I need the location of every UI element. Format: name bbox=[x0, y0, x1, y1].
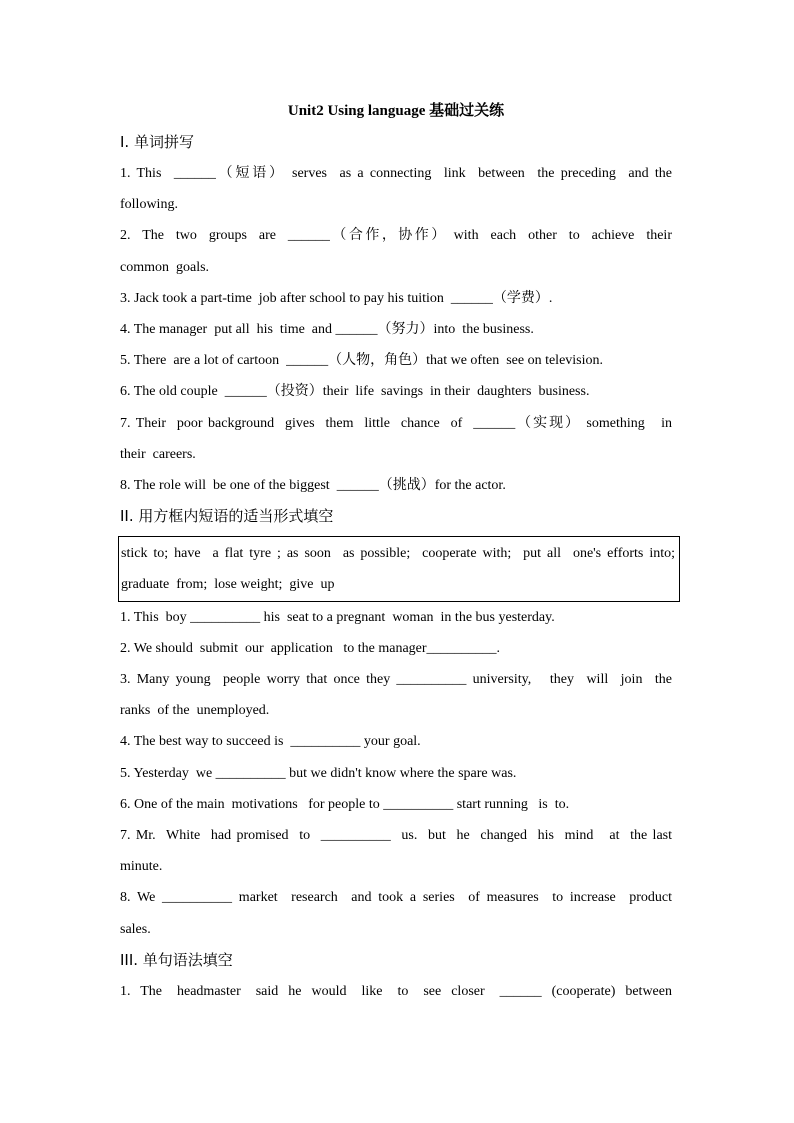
s1-q2-line1: 2. The two groups are ______（合作，协作） with each other to achieve their bbox=[120, 228, 672, 244]
page-title: Unit2 Using language 基础过关练 bbox=[287, 103, 505, 119]
s2-q7-line2: minute. bbox=[120, 859, 163, 875]
s1-q7-line1: 7. Their poor background gives them little chance of ______（实现） something in bbox=[120, 415, 672, 431]
s1-q2-line2: common goals. bbox=[120, 259, 210, 275]
s2-q5: 5. Yesterday we __________ but we didn't know where the spare was. bbox=[120, 765, 517, 781]
s2-q7-line1: 7. Mr. White had promised to __________ us. but he changed his mind at the last bbox=[120, 828, 672, 844]
s1-q7-line2: their careers. bbox=[120, 446, 196, 462]
s2-q6: 6. One of the main motivations for people to __________ start running is to. bbox=[120, 796, 570, 812]
s2-q3-line1: 3. Many young people worry that once they __________ university, they will join the bbox=[120, 672, 672, 688]
s2-q2: 2. We should submit our application to the manager__________. bbox=[120, 640, 501, 656]
phrase-box-line1: stick to; have a flat tyre ; as soon as possible; cooperate with; put all one's efforts into; bbox=[121, 546, 675, 562]
section-2-body bbox=[120, 602, 672, 945]
s1-q3: 3. Jack took a part-time job after school to pay his tuition ______（学费）. bbox=[120, 290, 553, 306]
s2-q1: 1. This boy __________ his seat to a pregnant woman in the bus yesterday. bbox=[120, 609, 555, 625]
s1-q4: 4. The manager put all his time and ______（努力）into the business. bbox=[120, 322, 534, 338]
worksheet-page bbox=[120, 96, 675, 1007]
s2-q3-line2: ranks of the unemployed. bbox=[120, 703, 270, 719]
phrase-box-line2: graduate from; lose weight; give up bbox=[121, 577, 335, 593]
section-2-heading: II. 用方框内短语的适当形式填空 bbox=[120, 507, 334, 526]
s2-q8-line2: sales. bbox=[120, 921, 151, 937]
section-3-body bbox=[120, 976, 672, 1007]
s1-q1-line1: 1. This ______（短语） serves as a connecting link between the preceding and the bbox=[120, 166, 672, 181]
s1-q6: 6. The old couple ______（投资）their life savings in their daughters business. bbox=[120, 384, 590, 400]
s1-q1-line2: following. bbox=[120, 197, 178, 213]
s2-q8-line1: 8. We __________ market research and took a series of measures to increase product bbox=[120, 890, 672, 906]
section-1-heading: I. 单词拼写 bbox=[120, 133, 194, 151]
section-3-heading: III. 单句语法填空 bbox=[120, 950, 233, 969]
s1-q8: 8. The role will be one of the biggest ______（挑战）for the actor. bbox=[120, 478, 506, 494]
section-1-body bbox=[120, 158, 672, 501]
phrase-box bbox=[118, 536, 680, 601]
s2-q4: 4. The best way to succeed is __________ your goal. bbox=[120, 734, 421, 750]
s1-q5: 5. There are a lot of cartoon ______（人物，角色）that we often see on television. bbox=[120, 353, 604, 369]
s3-q1-line1: 1. The headmaster said he would like to see closer ______ (cooperate) between bbox=[120, 983, 672, 999]
